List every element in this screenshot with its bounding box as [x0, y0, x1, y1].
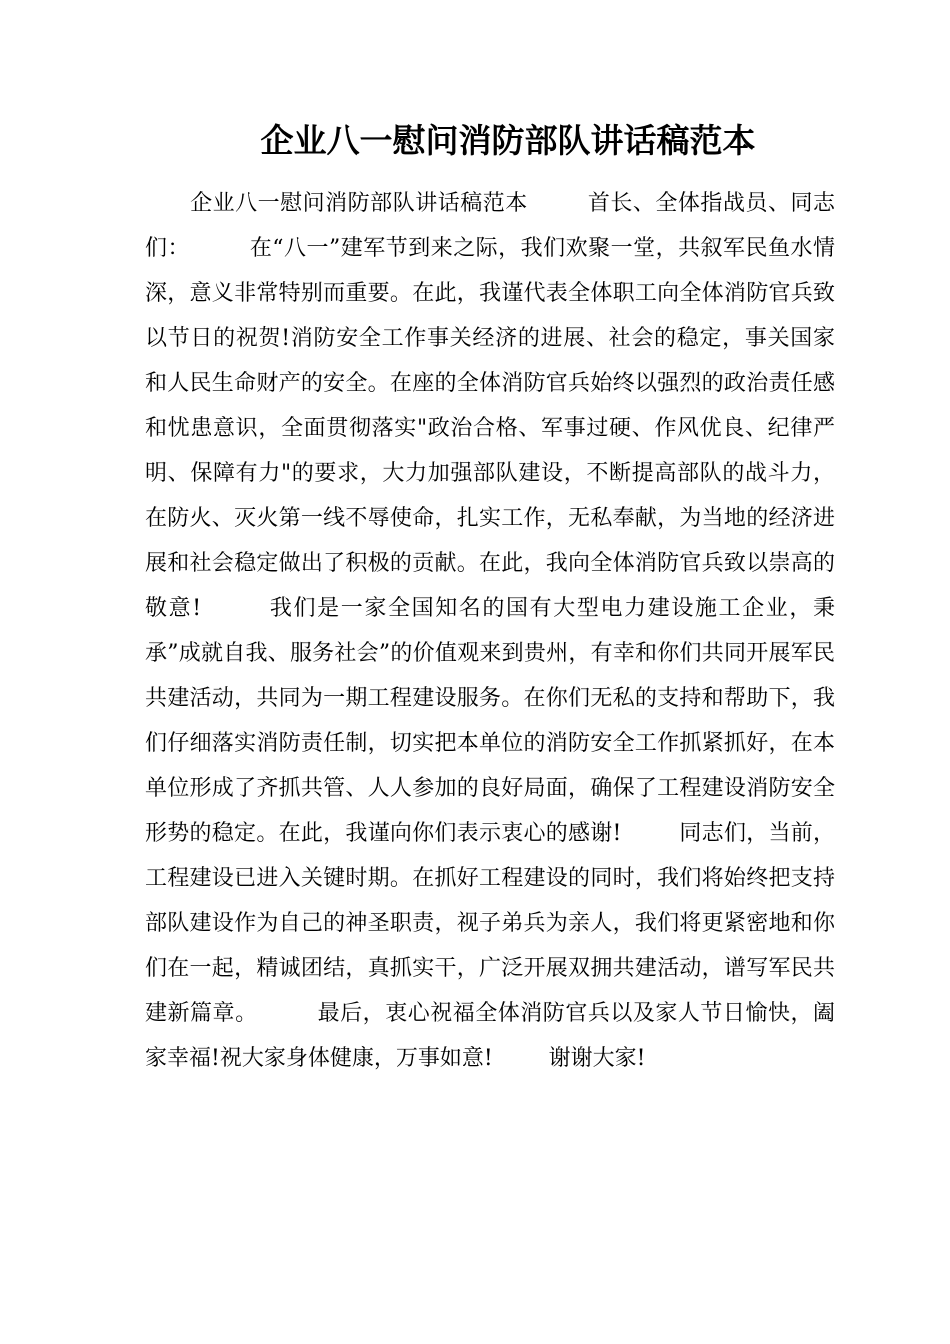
document-title: 企业八一慰问消防部队讲话稿范本	[260, 121, 756, 160]
document-body-text: 企业八一慰问消防部队讲话稿范本 首长、全体指战员、同志们： 在“八一”建军节到来之际，我们欢聚一堂，共叙军民鱼水情深，意义非常特别而重要。在此，我谨代表全体职工向全体消防官兵致以节日的祝贺!消防安全工作事关经济的进展、社会的稳定，事关国家和人民生命财产的安全。在座的全体消防官兵始终以强烈的政治责任感和忧患意识，全面贯彻落实"政治合格、军事过硬、作风优良、纪律严明、保障有力"的要求，大力加强部队建设，不断提高部队的战斗力，在防火、灭火第一线不辱使命，扎实工作，无私奉献，为当地的经济进展和社会稳定做出了积极的贡献。在此，我向全体消防官兵致以崇高的敬意! 我们是一家全国知名的国有大型电力建设施工企业，秉承”成就自我、服务社会”的价值观来到贵州，有幸和你们共同开展军民共建活动，共同为一期工程建设服务。在你们无私的支持和帮助下，我们仔细落实消防责任制，切实把本单位的消防安全工作抓紧抓好，在本单位形成了齐抓共管、人人参加的良好局面，确保了工程建设消防安全形势的稳定。在此，我谨向你们表示衷心的感谢! 同志们，当前，工程建设已进入关键时期。在抓好工程建设的同时，我们将始终把支持部队建设作为自己的神圣职责，视子弟兵为亲人，我们将更紧密地和你们在一起，精诚团结，真抓实干，广泛开展双拥共建活动，谱写军民共建新篇章。 最后，衷心祝福全体消防官兵以及家人节日愉快，阖家幸福!祝大家身体健康，万事如意! 谢谢大家!	[145, 191, 835, 1071]
